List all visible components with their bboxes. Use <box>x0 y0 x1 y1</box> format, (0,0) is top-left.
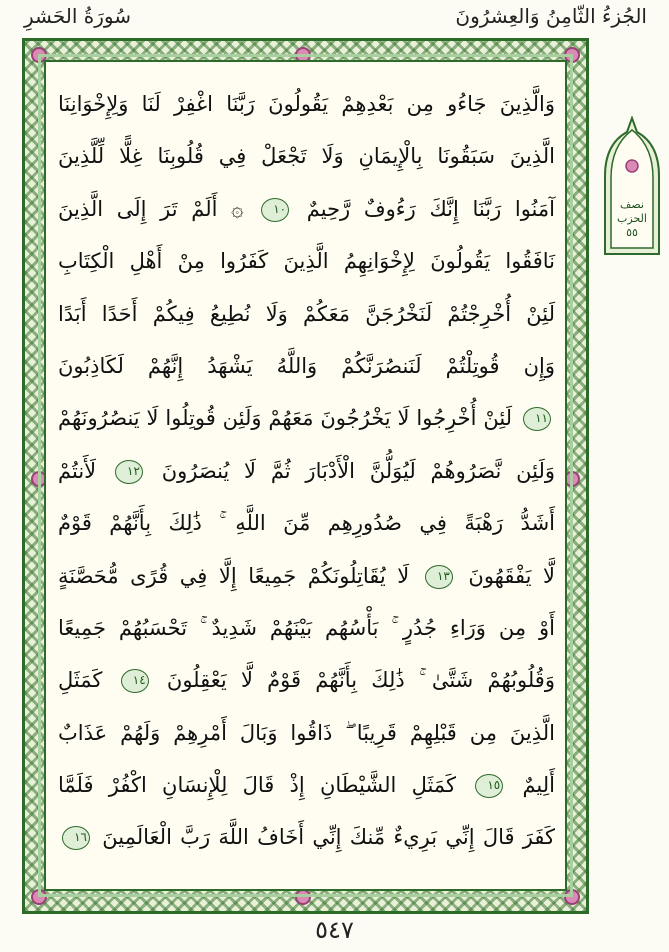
verse-text: وَإِن قُوتِلْتُمْ لَنَنصُرَنَّكُمْ وَاللَّهُ يَشْهَدُ إِنَّهُمْ لَكَاذِبُونَ <box>58 353 555 378</box>
verse-text: وَلَئِن نَّصَرُوهُمْ لَيُوَلُّنَّ الْأَدْبَارَ ثُمَّ لَا يُنصَرُونَ <box>161 458 555 483</box>
verse-text: ۞ أَلَمْ تَرَ إِلَى الَّذِينَ <box>58 196 244 221</box>
verse-number-marker: ١٥ <box>475 774 503 798</box>
text-line <box>58 654 555 706</box>
verse-number-marker: ١٤ <box>121 669 149 693</box>
text-line <box>58 183 555 235</box>
flower-ornament-icon <box>564 889 580 905</box>
juz-title: الجُزءُ الثّامِنُ وَالعِشرُونَ <box>455 4 647 28</box>
verse-text: كَفَرَ قَالَ إِنِّي بَرِيءٌ مِّنكَ إِنِّي أَخَافُ اللَّهَ رَبَّ الْعَالَمِينَ <box>102 825 555 850</box>
verse-text: أَوْ مِن وَرَاءِ جُدُرٍ ۚ بَأْسُهُم بَيْنَهُمْ شَدِيدٌ ۚ تَحْسَبُهُمْ جَمِيعًا <box>58 615 555 640</box>
verse-text: آمَنُوا رَبَّنَا إِنَّكَ رَءُوفٌ رَّحِيمٌ <box>306 196 555 221</box>
verse-text: لَئِنْ أُخْرِجْتُمْ لَنَخْرُجَنَّ مَعَكُمْ وَلَا نُطِيعُ فِيكُمْ أَحَدًا أَبَدًا <box>58 301 555 326</box>
verse-text: لَّا يَفْقَهُونَ <box>468 563 555 588</box>
text-line <box>58 392 555 444</box>
verse-text: أَشَدُّ رَهْبَةً فِي صُدُورِهِم مِّنَ اللَّهِ ۚ ذَٰلِكَ بِأَنَّهُمْ قَوْمٌ <box>58 511 555 536</box>
text-line <box>58 288 555 340</box>
verse-number-marker: ١٦ <box>62 826 90 850</box>
text-line <box>58 497 555 549</box>
hizb-label-word: الحزب <box>617 212 647 225</box>
verse-text: وَالَّذِينَ جَاءُو مِن بَعْدِهِمْ يَقُولُونَ رَبَّنَا اغْفِرْ لَنَا وَلِإِخْوَانِنَا <box>58 92 555 116</box>
verse-text: الَّذِينَ مِن قَبْلِهِمْ قَرِيبًا ۖ ذَاقُوا وَبَالَ أَمْرِهِمْ وَلَهُمْ عَذَابٌ <box>58 720 555 745</box>
text-line <box>58 340 555 392</box>
text-line <box>58 445 555 497</box>
verse-text: لَا يُقَاتِلُونَكُمْ جَمِيعًا إِلَّا فِي قُرًى مُّحَصَّنَةٍ <box>58 563 410 588</box>
text-line <box>58 811 555 863</box>
verse-text: أَلِيمٌ <box>522 773 555 798</box>
hizb-label-half: نصف <box>620 198 644 211</box>
hizb-number: ٥٥ <box>626 226 638 239</box>
verse-text: كَمَثَلِ الشَّيْطَانِ إِذْ قَالَ لِلْإِنسَانِ اكْفُرْ فَلَمَّا <box>58 773 456 798</box>
text-line <box>58 130 555 182</box>
verse-number-marker: ١١ <box>523 407 551 431</box>
flower-ornament-icon <box>31 889 47 905</box>
verse-text: وَقُلُوبُهُمْ شَتَّىٰ ۚ ذَٰلِكَ بِأَنَّهُمْ قَوْمٌ لَّا يَعْقِلُونَ <box>166 668 555 693</box>
flower-ornament-icon <box>295 889 311 905</box>
text-line <box>58 550 555 602</box>
verse-text: لَأَنتُمْ <box>58 458 97 483</box>
surah-title: سُورَةُ الحَشرِ <box>24 4 132 28</box>
verse-text: لَئِنْ أُخْرِجُوا لَا يَخْرُجُونَ مَعَهُمْ وَلَئِن قُوتِلُوا لَا يَنصُرُونَهُمْ <box>58 406 513 431</box>
page-number: ٥٤٧ <box>315 916 354 944</box>
text-line <box>58 707 555 759</box>
text-line <box>58 235 555 287</box>
verse-number-marker: ١٢ <box>115 460 143 484</box>
page-header <box>0 0 669 40</box>
verse-text: كَمَثَلِ <box>58 668 103 693</box>
quran-text <box>58 78 555 864</box>
verse-number-marker: ١٣ <box>425 565 453 589</box>
text-line <box>58 78 555 130</box>
hizb-label <box>601 198 663 240</box>
verse-text: الَّذِينَ سَبَقُونَا بِالْإِيمَانِ وَلَا تَجْعَلْ فِي قُلُوبِنَا غِلًّا لِّلَّذِينَ <box>58 144 555 169</box>
text-line <box>58 602 555 654</box>
verse-text: نَافَقُوا يَقُولُونَ لِإِخْوَانِهِمُ الَّذِينَ كَفَرُوا مِنْ أَهْلِ الْكِتَابِ <box>58 249 555 274</box>
text-line <box>58 759 555 811</box>
verse-number-marker: ١٠ <box>261 198 289 222</box>
